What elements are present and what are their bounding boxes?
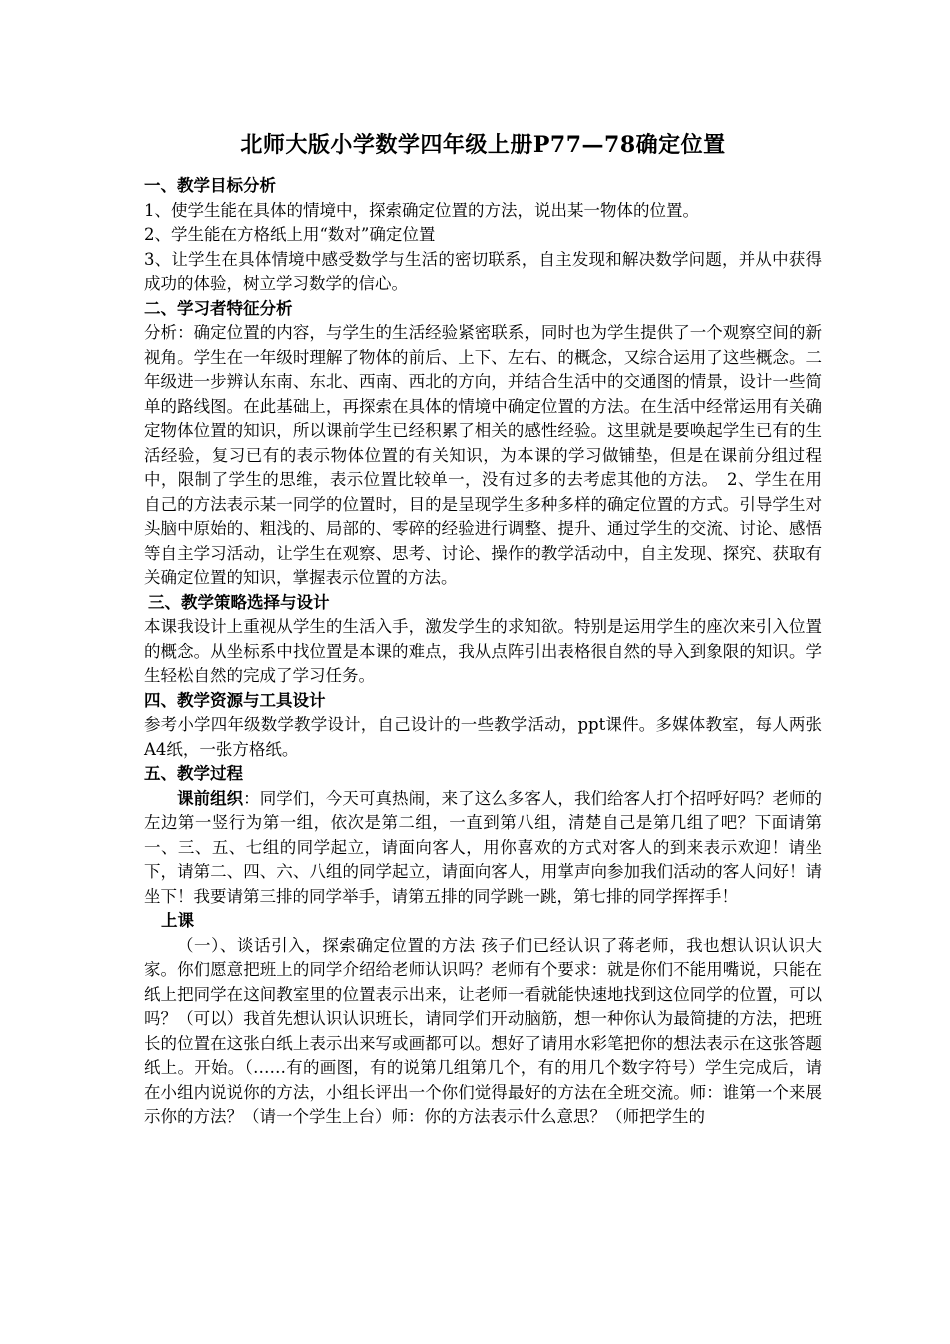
document-page	[144, 130, 822, 1130]
section-heading-objectives: 一、教学目标分析	[144, 176, 276, 195]
objective-item-1: 1、使学生能在具体的情境中，探索确定位置的方法，说出某一物体的位置。	[144, 200, 699, 220]
objective-item-2: 2、学生能在方格纸上用“数对”确定位置	[144, 225, 436, 244]
section-heading-process: 五、教学过程	[144, 764, 243, 783]
section-heading-resources: 四、教学资源与工具设计	[144, 690, 326, 710]
class-intro-paragraph: （一）、谈话引入，探索确定位置的方法 孩子们已经认识了蒋老师，我也想认识认识大家。你们愿意把班上的同学介绍给老师认识吗？老师有个要求：就是你们不能用嘴说，只能在纸上把同学在这间教室里的位置表示出来，让老师一看就能快速地找到这位同学的位置，可以吗？（可以）我首先想认识认识班长，请同学们开动脑筋，想一种你认为最简捷的方法，把班长的位置在这张白纸上表示出来写或画都可以。想好了请用水彩笔把你的想法表示在这张答题纸上。开始。（……有的画图，有的说第几组第几个，有的用几个数字符号）学生完成后，请在小组内说说你的方法，小组长评出一个你们觉得最好的方法在全班交流。师：谁第一个来展示你的方法？（请一个学生上台）师：你的方法表示什么意思？（师把学生的	[144, 935, 822, 1126]
class-start-label: 上课	[161, 911, 194, 930]
objective-item-3: 3、让学生在具体情境中感受数学与生活的密切联系，自主发现和解决数学问题，并从中获得成功的体验，树立学习数学的信心。	[144, 249, 822, 293]
learner-analysis-paragraph: 分析：确定位置的内容，与学生的生活经验紧密联系，同时也为学生提供了一个观察空间的新视角。学生在一年级时理解了物体的前后、上下、左右、的概念，又综合运用了这些概念。二年级进一步辨认东南、东北、西南、西北的方向，并结合生活中的交通图的情景，设计一些简单的路线图。在此基础上，再探索在具体的情境中确定位置的方法。在生活中经常运用有关确定物体位置的知识，所以课前学生已经积累了相关的感性经验。这里就是要唤起学生已有的生活经验，复习已有的表示物体位置的有关知识，为本课的学习做铺垫，但是在课前分组过程中，限制了学生的思维，表示位置比较单一，没有过多的去考虑其他的方法。 2、学生在用自己的方法表示某一同学的位置时，目的是呈现学生多种多样的确定位置的方式。引导学生对头脑中原始的、粗浅的、局部的、零碎的经验进行调整、提升、通过学生的交流、讨论、感悟等自主学习活动，让学生在观察、思考、讨论、操作的教学活动中，自主发现、探究、获取有关确定位置的知识，掌握表示位置的方法。	[144, 323, 822, 587]
section-heading-strategy: 三、教学策略选择与设计	[148, 592, 330, 612]
resources-paragraph: 参考小学四年级数学教学设计，自己设计的一些教学活动，ppt课件。多媒体教室，每人两张A4纸，一张方格纸。	[144, 715, 822, 759]
pre-class-body: ：同学们，今天可真热闹，来了这么多客人，我们给客人打个招呼好吗？老师的左边第一竖行为第一组，依次是第二组，一直到第八组，清楚自己是第几组了吧？下面请第一、三、五、七组的同学起立，请面向客人，用你喜欢的方式对客人的到来表示欢迎！请坐下，请第二、四、六、八组的同学起立，请面向客人，用掌声向参加我们活动的客人问好！请坐下！我要请第三排的同学举手，请第五排的同学跳一跳，第七排的同学挥挥手！	[144, 788, 823, 906]
document-title: 北师大版小学数学四年级上册P77—78确定位置	[240, 132, 726, 158]
section-heading-learners: 二、学习者特征分析	[144, 298, 293, 318]
pre-class-label: 课前组织	[177, 788, 244, 808]
strategy-paragraph: 本课我设计上重视从学生的生活入手，激发学生的求知欲。特别是运用学生的座次来引入位置的概念。从坐标系中找位置是本课的难点，我从点阵引出表格很自然的导入到象限的知识。学生轻松自然的完成了学习任务。	[144, 617, 822, 685]
pre-class-paragraph	[144, 787, 822, 910]
